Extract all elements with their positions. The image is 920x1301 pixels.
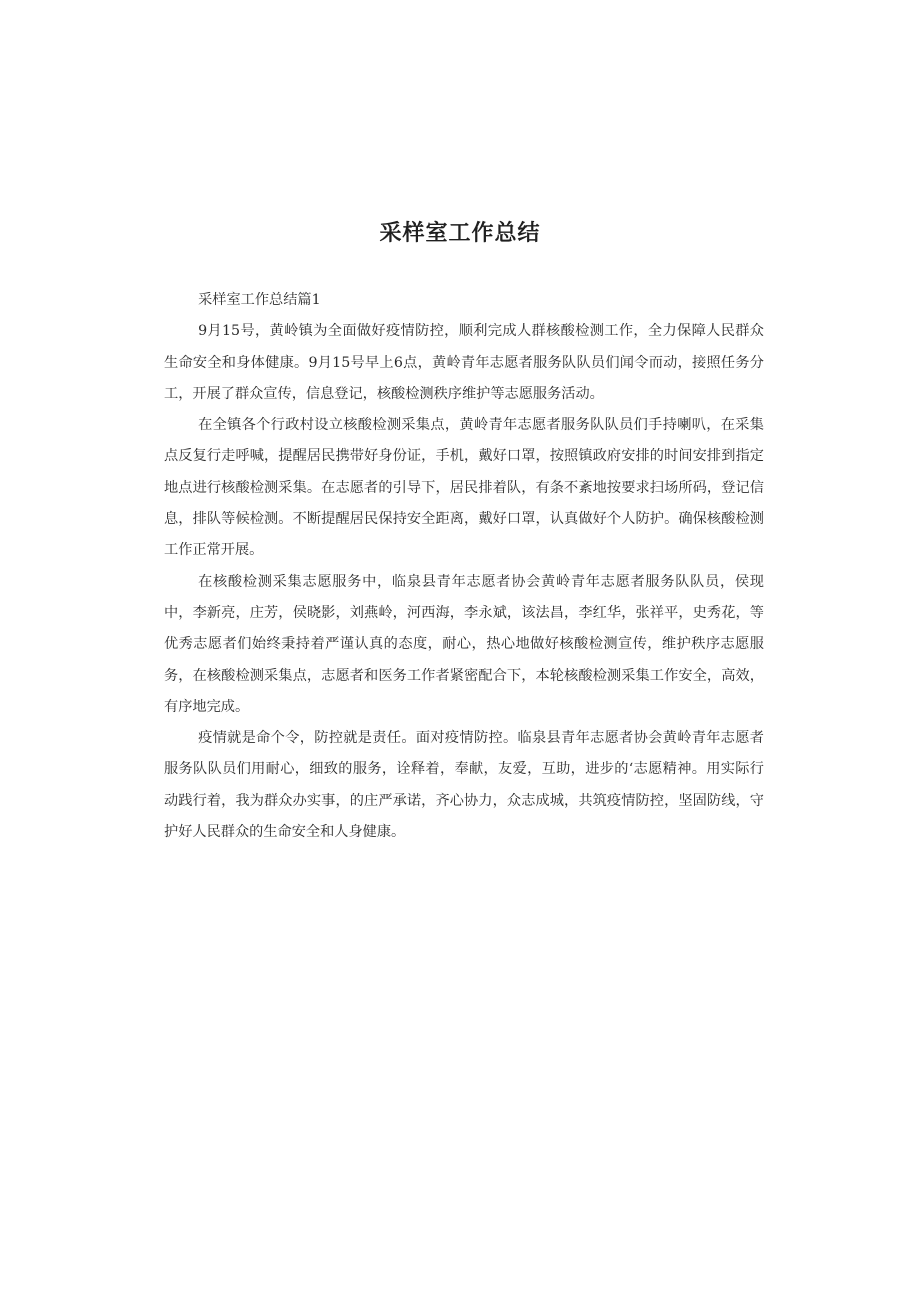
document-title: 采样室工作总结 — [379, 221, 541, 246]
document-body — [164, 285, 764, 848]
paragraph: 9月15号，黄岭镇为全面做好疫情防控，顺利完成人群核酸检测工作，全力保障人民群众生命安全和身体健康。9月15号早上6点，黄岭青年志愿者服务队队员们闻令而动，接照任务分工，开展了群众宣传，信息登记，核酸检测秩序维护等志愿服务活动。 — [164, 323, 764, 402]
paragraph: 在全镇各个行政村设立核酸检测采集点，黄岭青年志愿者服务队队员们手持喇叭，在采集点反复行走呼喊，提醒居民携带好身份证，手机，戴好口罩，按照镇政府安排的时间安排到指定地点进行核酸检测采集。在志愿者的引导下，居民排着队，有条不紊地按要求扫场所码，登记信息，排队等候检测。不断提醒居民保持安全距离，戴好口罩，认真做好个人防护。确保核酸检测工作正常开展。 — [164, 417, 764, 559]
paragraph: 疫情就是命个令，防控就是责任。面对疫情防控。临泉县青年志愿者协会黄岭青年志愿者服务队队员们用耐心，细致的服务，诠释着，奉献，友爱，互助，进步的‘志愿精神。用实际行动践行着，我为群众办实事，的庄严承诺，齐心协力，众志成城，共筑疫情防控，坚固防线，守护好人民群众的生命安全和人身健康。 — [164, 730, 764, 841]
paragraph: 在核酸检测采集志愿服务中，临泉县青年志愿者协会黄岭青年志愿者服务队队员，侯现中，李新亮，庄芳，侯晓影，刘燕岭，河西海，李永斌，该法昌，李红华，张祥平，史秀花，等优秀志愿者们始终秉持着严谨认真的态度，耐心，热心地做好核酸检测宣传，维护秩序志愿服务，在核酸检测采集点，志愿者和医务工作者紧密配合下，本轮核酸检测采集工作安全，高效，有序地完成。 — [164, 573, 764, 715]
section-subheading: 采样室工作总结篇1 — [198, 292, 321, 308]
